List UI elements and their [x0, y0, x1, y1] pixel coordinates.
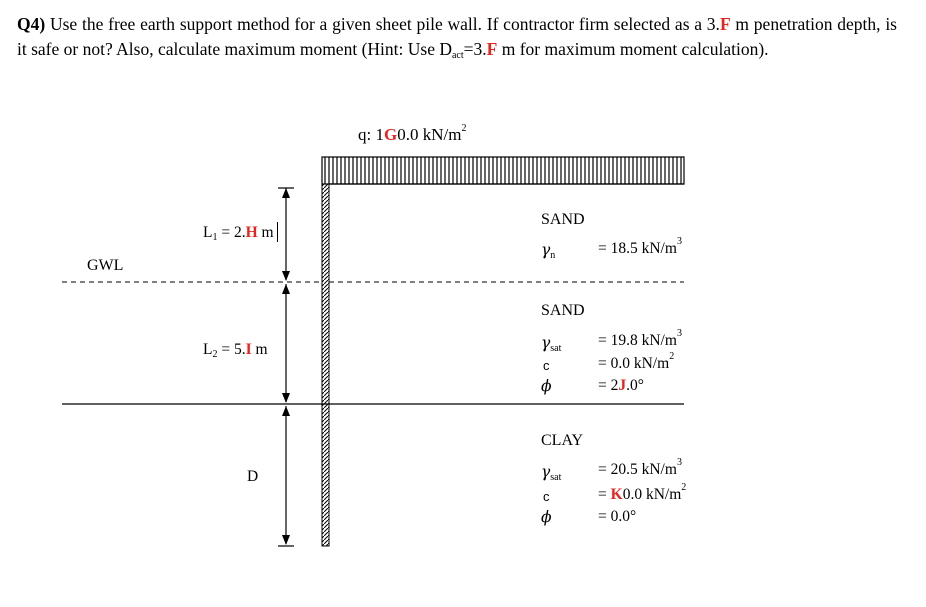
l1-variable: H	[245, 224, 258, 241]
phi-symbol: ϕ	[541, 508, 552, 526]
layer2-c-value	[598, 351, 675, 375]
l1-subscript: 1	[212, 232, 218, 243]
gamma-subscript: sat	[550, 343, 562, 354]
layer3-c-symbol: c	[543, 489, 550, 504]
c-value-post: 0.0 kN/m	[622, 486, 682, 503]
layer3-phi-value: = 0.0°	[598, 508, 637, 525]
dact-variable: F	[486, 39, 498, 59]
gamma-symbol: γ	[541, 463, 551, 481]
c-value-pre: =	[598, 486, 611, 503]
question-part-1: Use the free earth support method for a given sheet pile wall. If contractor firm selected as a 3.	[45, 14, 720, 34]
l2-unit: m	[251, 341, 268, 358]
gwl-label: GWL	[87, 257, 124, 274]
layer3-gamma-symbol	[541, 463, 561, 484]
surcharge-load-strip	[322, 157, 684, 184]
surcharge-variable: G	[383, 125, 398, 144]
phi-value-pre: = 2	[598, 377, 619, 394]
surcharge-text-post: 0.0 kN/m	[397, 125, 462, 144]
d-label: D	[247, 468, 259, 485]
gamma-symbol: γ	[541, 334, 551, 352]
l1-value-pre: = 2.	[217, 224, 246, 241]
phi-variable: J	[618, 377, 627, 394]
surcharge-exponent: 2	[461, 123, 467, 134]
c-value: = 0.0 kN/m	[598, 355, 670, 372]
layer1-gamma-value	[598, 236, 682, 260]
layer3-gamma-value	[598, 457, 682, 481]
gamma-subscript: n	[550, 250, 556, 261]
l2-variable: I	[245, 341, 252, 358]
dimension-l2	[282, 284, 290, 403]
gamma-exponent: 3	[676, 236, 682, 247]
gamma-value: = 19.8 kN/m	[598, 332, 677, 349]
l2-subscript: 2	[212, 349, 218, 360]
gamma-subscript: sat	[550, 472, 562, 483]
surcharge-label	[358, 123, 467, 147]
layer3-c-value	[598, 482, 687, 506]
l1-label-bar	[277, 222, 278, 242]
gamma-value: = 18.5 kN/m	[598, 240, 677, 257]
surcharge-text-pre: q: 1	[358, 125, 384, 144]
question-part-4: m for maximum moment calculation).	[497, 39, 769, 59]
c-exponent: 2	[681, 482, 687, 493]
sheet-pile-wall	[322, 184, 329, 546]
l2-value-pre: = 5.	[217, 341, 246, 358]
phi-symbol: ϕ	[541, 377, 552, 395]
question-label: Q4)	[17, 14, 46, 34]
dimension-d	[278, 406, 294, 546]
l2-symbol: L	[203, 341, 213, 358]
layer3-phi-symbol	[541, 508, 552, 527]
l2-label	[203, 341, 268, 361]
layer2-name: SAND	[541, 302, 585, 319]
gamma-exponent: 3	[676, 457, 682, 468]
question-part-2: m penetration depth, is it safe or not? Also, calculate maximum moment (Hint: Use D	[17, 14, 897, 59]
question-part-3: =3.	[463, 39, 487, 59]
l1-unit: m	[257, 224, 274, 241]
layer2-gamma-symbol	[541, 334, 561, 355]
layer2-gamma-value	[598, 328, 682, 352]
layer2-phi-symbol	[541, 377, 552, 396]
gamma-symbol: γ	[541, 241, 551, 259]
c-exponent: 2	[669, 351, 675, 362]
dimension-l1	[278, 188, 294, 281]
layer2-phi-value	[598, 377, 644, 395]
l1-symbol: L	[203, 224, 213, 241]
penetration-variable: F	[719, 14, 731, 34]
gamma-exponent: 3	[676, 328, 682, 339]
gamma-value: = 20.5 kN/m	[598, 461, 677, 478]
l1-label	[203, 224, 274, 244]
layer1-name: SAND	[541, 211, 585, 228]
phi-value-post: .0°	[626, 377, 644, 394]
layer1-gamma-symbol	[541, 241, 555, 262]
layer3-name: CLAY	[541, 432, 584, 449]
c-variable: K	[610, 486, 623, 503]
layer2-c-symbol: c	[543, 358, 550, 373]
dact-subscript: act	[451, 50, 464, 61]
